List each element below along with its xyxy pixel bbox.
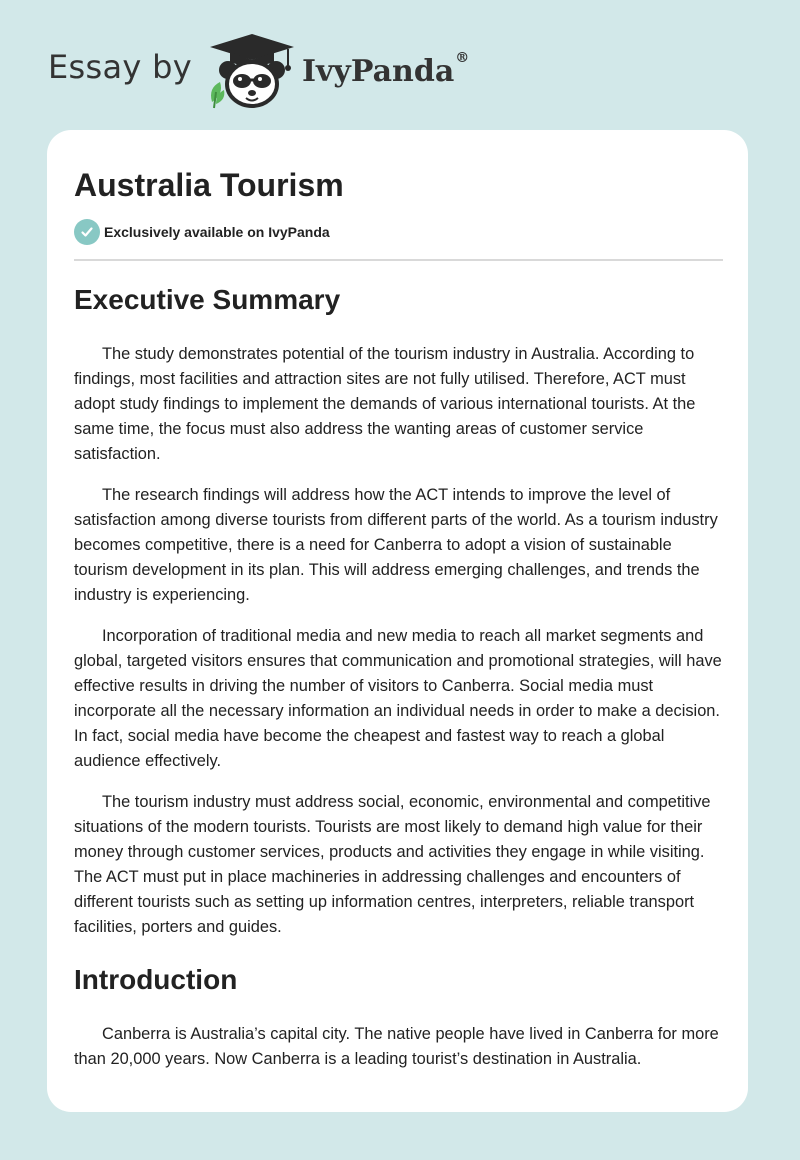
title-divider: [74, 259, 723, 261]
section-heading-executive-summary: Executive Summary: [74, 284, 341, 315]
page-title: Australia Tourism: [74, 167, 344, 203]
exclusive-badge-text: Exclusively available on IvyPanda: [104, 224, 330, 240]
brand-name: IvyPanda®: [301, 49, 470, 89]
check-icon: [74, 219, 100, 245]
site-header: [48, 30, 469, 110]
section-heading-introduction: Introduction: [74, 964, 238, 995]
paragraph: The study demonstrates potential of the tourism industry in Australia. According to findings, most facilities and attraction sites are not fully utilised. Therefore, ACT must adopt study findings to implement the demands of various international tourists. At the same time, the focus must also address the wanting areas of customer service satisfaction.: [74, 345, 696, 463]
paragraph: Canberra is Australia’s capital city. The native people have lived in Canberra for more than 20,000 years. Now Canberra is a leading tourist’s destination in Australia.: [74, 1025, 719, 1068]
paragraph: Incorporation of traditional media and new media to reach all market segments and global, targeted visitors ensures that communication and promotional strategies, will have effective results in driving the number of visitors to Canberra. Social media must incorporate all the necessary information an individual needs in order to make a decision. In fact, social media have become the cheapest and fastest way to reach a global audience effectively.: [74, 627, 722, 770]
paragraph: The tourism industry must address social, economic, environmental and competitive situations of the modern tourists. Tourists are most likely to demand high value for their money through customer services, products and activities they engage in while visiting. The ACT must put in place machineries in addressing challenges and encounters of different tourists such as setting up information centres, interpreters, reliable transport facilities, porters and guides.: [74, 793, 711, 936]
essay-card: [47, 130, 748, 1112]
essay-by-label: Essay by: [48, 48, 192, 86]
registered-mark: ®: [455, 49, 470, 66]
exclusive-badge: [74, 219, 722, 245]
panda-graduate-icon[interactable]: [204, 30, 300, 110]
paragraph: The research findings will address how the ACT intends to improve the level of satisfaction among diverse tourists from different parts of the world. As a tourism industry becomes competitive, there is a need for Canberra to adopt a vision of sustainable tourism development in its plan. This will address emerging challenges, and trends the industry is experiencing.: [74, 486, 718, 604]
